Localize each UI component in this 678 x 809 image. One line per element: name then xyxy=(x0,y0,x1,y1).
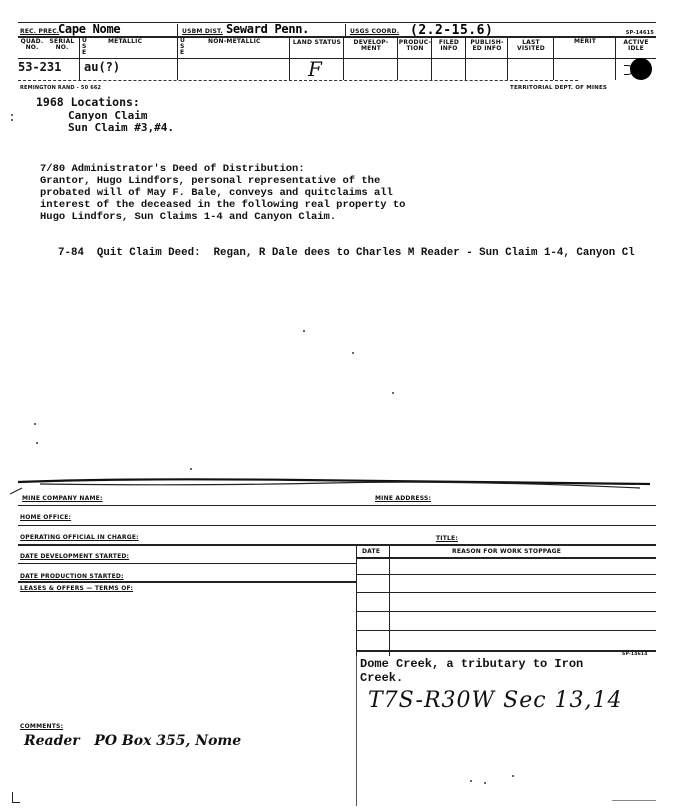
use-label: U S E xyxy=(82,37,88,56)
bottom-left-mark xyxy=(12,792,13,802)
form-line-4 xyxy=(18,563,356,564)
deed-line-5: Hugo Lindfors, Sun Claims 1-4 and Canyon Claim. xyxy=(40,211,337,223)
deed-line-4: interest of the deceased in the following real property to xyxy=(40,199,406,211)
table-bottom-line xyxy=(356,650,656,652)
comments-label: COMMENTS: xyxy=(20,723,64,730)
date-development-label: DATE DEVELOPMENT STARTED: xyxy=(20,553,130,560)
serial-no-label: SERIAL NO. xyxy=(49,38,75,51)
usbm-dist-label: USBM DIST. xyxy=(182,28,223,35)
form-number-top: SP-14615 xyxy=(625,30,654,36)
location-line-1-form: Dome Creek, a tributary to Iron xyxy=(360,657,584,671)
active-idle-value-cell xyxy=(616,58,656,80)
form-line-1 xyxy=(18,505,656,506)
usbm-dist-value: Seward Penn. xyxy=(226,24,310,36)
comment-note: Reader PO Box 355, Nome xyxy=(24,733,242,749)
development-value-cell xyxy=(344,58,398,80)
scan-speck xyxy=(352,352,354,354)
form-line-5 xyxy=(18,581,356,583)
scan-speck xyxy=(392,392,394,394)
lower-column-divider xyxy=(356,656,357,806)
quitclaim-line: 7-84 Quit Claim Deed: Regan, R Dale dees to Charles M Reader - Sun Claim 1-4, Canyon Cl xyxy=(58,247,635,259)
scan-speck xyxy=(34,423,36,425)
scan-speck xyxy=(303,330,305,332)
header-row-3 xyxy=(18,58,656,80)
location-line-2: Sun Claim #3,#4. xyxy=(68,121,174,134)
leases-label: LEASES & OFFERS — TERMS OF: xyxy=(20,585,134,592)
filed-info-label-cell xyxy=(432,36,466,58)
table-row-line-2 xyxy=(356,592,656,593)
rec-prec-cell xyxy=(18,24,178,36)
table-date-divider xyxy=(389,544,390,656)
filed-info-value-cell xyxy=(432,58,466,80)
rec-prec-label: REC. PREC. xyxy=(20,28,60,35)
territorial-dept: TERRITORIAL DEPT. OF MINES xyxy=(510,85,608,91)
deed-block xyxy=(40,163,405,223)
last-visited-value-cell xyxy=(508,58,554,80)
production-value-cell xyxy=(398,58,432,80)
deed-line-2: Grantor, Hugo Lindfors, personal representative of the xyxy=(40,175,381,187)
top-border xyxy=(18,22,656,23)
deed-line-1: 7/80 Administrator's Deed of Distribution: xyxy=(40,163,305,175)
use-label-2: U S E xyxy=(180,37,186,56)
last-visited-label-cell xyxy=(508,36,554,58)
metallic-value-cell xyxy=(80,58,178,80)
locations-heading: 1968 Locations: xyxy=(36,95,140,109)
non-metallic-label-cell xyxy=(178,36,290,58)
metallic-label: METALLIC xyxy=(108,38,143,45)
metallic-label-cell xyxy=(80,36,178,58)
quad-serial-value: 53-231 xyxy=(18,60,62,74)
published-info-label-cell xyxy=(466,36,508,58)
header-bottom-dashed xyxy=(18,80,578,82)
table-header-line xyxy=(356,557,656,559)
non-metallic-label: NON-METALLIC xyxy=(208,38,261,45)
merit-label: MERIT xyxy=(573,38,596,45)
published-info-value-cell xyxy=(466,58,508,80)
quad-serial-value-cell xyxy=(18,58,80,80)
usgs-coord-label: USGS COORD. xyxy=(350,28,400,35)
date-col-label: DATE xyxy=(362,548,381,555)
form-line-3 xyxy=(18,544,656,546)
mine-address-label: MINE ADDRESS: xyxy=(375,495,432,502)
land-status-value: F xyxy=(308,58,322,80)
table-row-line-1 xyxy=(356,574,656,575)
table-left-border xyxy=(356,544,357,656)
location-line-2-form: Creek. xyxy=(360,671,404,685)
title-label: TITLE: xyxy=(436,535,458,542)
bottom-left-mark xyxy=(12,802,20,803)
scan-speck xyxy=(512,775,514,777)
location-line-1: Canyon Claim xyxy=(68,109,148,122)
development-label: DEVELOP- MENT xyxy=(353,39,389,52)
scan-speck xyxy=(470,780,472,782)
last-visited-label: LAST VISITED xyxy=(516,39,545,52)
rec-prec-value: Cape Nome xyxy=(58,24,121,36)
production-label: PRODUC- TION xyxy=(398,39,432,52)
reason-col-label: REASON FOR WORK STOPPAGE xyxy=(452,548,562,555)
merit-value-cell xyxy=(554,58,616,80)
metallic-value: au(?) xyxy=(84,60,121,74)
operating-official-label: OPERATING OFFICIAL IN CHARGE: xyxy=(20,534,139,541)
scan-speck xyxy=(11,119,13,121)
bottom-right-mark xyxy=(612,800,656,801)
land-status-label-cell xyxy=(290,36,344,58)
active-dot-mark xyxy=(630,58,652,80)
date-production-label: DATE PRODUCTION STARTED: xyxy=(20,573,124,580)
quad-serial-label-cell xyxy=(18,36,80,58)
land-status-label: LAND STATUS xyxy=(292,39,342,46)
quad-no-label: QUAD. NO. xyxy=(20,38,44,51)
deed-line-3: probated will of May F. Bale, conveys and quitclaims all xyxy=(40,187,393,199)
merit-label-cell xyxy=(554,36,616,58)
active-idle-label: ACTIVE IDLE xyxy=(623,39,649,52)
table-row-line-3 xyxy=(356,611,656,612)
non-metallic-value-cell xyxy=(178,58,290,80)
table-row-line-4 xyxy=(356,630,656,631)
form-number-bottom: SP-14614 xyxy=(622,652,648,657)
usgs-coord-value: (2.2-15.6) xyxy=(410,24,494,36)
land-status-value-cell xyxy=(290,58,344,80)
production-label-cell xyxy=(398,36,432,58)
scan-speck xyxy=(484,782,486,784)
header-row-2 xyxy=(18,36,656,58)
mine-company-name-label: MINE COMPANY NAME: xyxy=(22,495,103,502)
scan-speck xyxy=(11,114,13,116)
form-line-2 xyxy=(18,525,656,526)
active-idle-label-cell xyxy=(616,36,656,58)
remington-note: REMINGTON RAND - 50 662 xyxy=(20,85,102,91)
usgs-coord-cell xyxy=(346,24,656,36)
home-office-label: HOME OFFICE: xyxy=(20,514,72,521)
filed-info-label: FILED INFO xyxy=(438,39,460,52)
header-row-1 xyxy=(18,24,656,36)
development-label-cell xyxy=(344,36,398,58)
published-info-label: PUBLISH- ED INFO xyxy=(470,39,504,52)
township-note: T7S-R30W Sec 13,14 xyxy=(368,688,623,713)
scan-speck xyxy=(36,442,38,444)
usbm-dist-cell xyxy=(178,24,346,36)
